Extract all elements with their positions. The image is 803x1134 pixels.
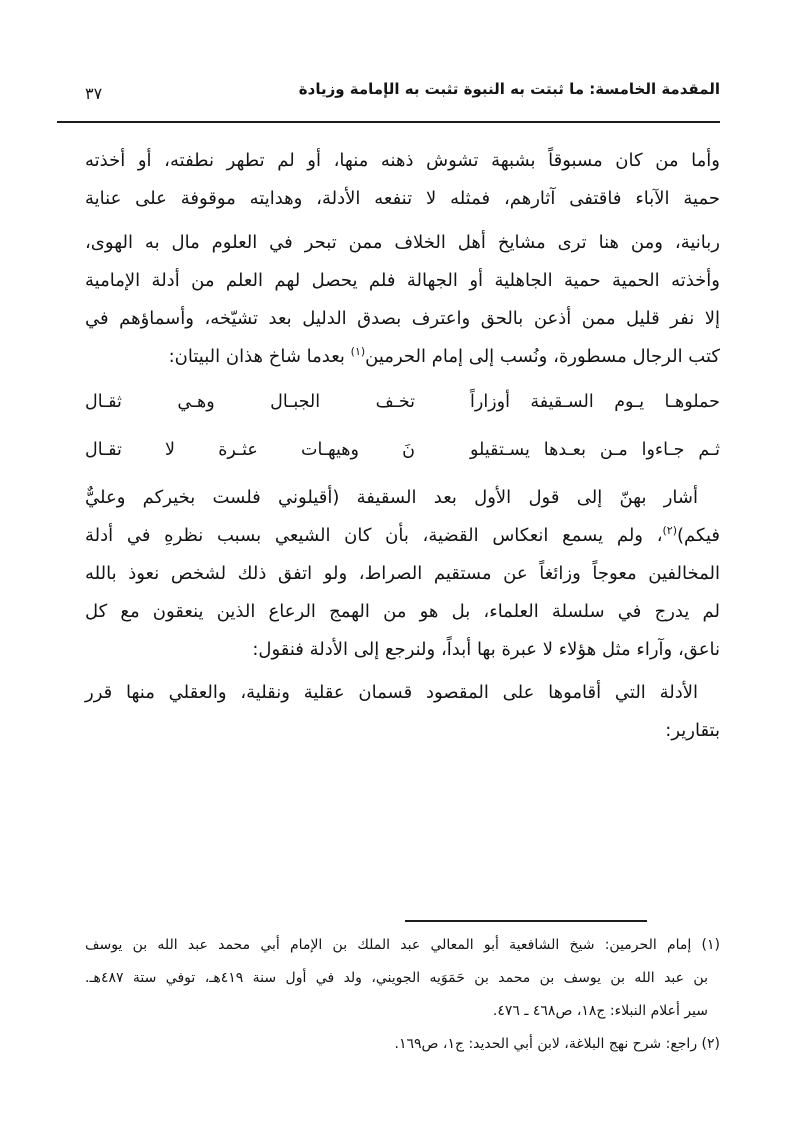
- p2-line-1: أشار بهنّ إلى قول الأول بعد السقيفة (أقيلوني فلست بخيركم وعليٌّ: [85, 487, 698, 508]
- p2-line-5: ناعق، وآراء مثل هؤلاء لا عبرة بها أبداً، ولنرجع إلى الأدلة فنقول:: [252, 639, 720, 660]
- footnote-2-line-1: (٢) راجع: شرح نهج البلاغة، لابن أبي الحديد: ج١، ص١٦٩.: [394, 1036, 720, 1052]
- poetry-verse-2: [85, 426, 720, 474]
- p2-line-2-text-a: فيكم): [677, 525, 720, 546]
- verse-1-right-hemistich: حملوهـا يـوم السـقيفة أوزاراً: [470, 392, 720, 412]
- footnote-1-line-2: بن عبد الله بن يوسف بن محمد بن حَمَوَيه الجويني، ولد في أول سنة ٤١٩هـ، توفي ستة ٤٨٧هـ.: [85, 970, 708, 986]
- p2-line-2-text-b: ، ولم يسمع انعكاس القضية، بأن كان الشيعي بسبب نظرهِ في أدلة: [85, 525, 663, 546]
- footnote-ref-1: (١): [350, 345, 366, 358]
- footnotes-section: [85, 929, 720, 1061]
- body-text: [85, 142, 720, 750]
- p1-line-6-text-b: بعدما شاخ هذان البيتان:: [168, 346, 351, 367]
- p1-line-5: إلا نفر قليل ممن أذعن بالحق واعترف بصدق الدليل بعد تشيّخه، وأسماؤهم في: [85, 308, 720, 329]
- header-rule: [57, 121, 720, 123]
- verse-1-left-hemistich: تخـف الجبـال وهـي ثقـال: [85, 392, 415, 412]
- p2-line-2: [85, 517, 720, 555]
- p1-line-2: حمية الآباء فاقتفى آثارهم، فمثله لا تنفعه الأدلة، وهدايته موقوفة على عناية: [85, 188, 720, 209]
- poetry-block: [85, 378, 720, 474]
- footnote-separator-rule: [405, 920, 647, 922]
- poetry-verse-1: [85, 378, 720, 426]
- p2-line-3: المخالفين معوجاً وزائغاً عن مستقيم الصراط، ولو اتفق ذلك لشخص نعوذ بالله: [85, 563, 720, 584]
- footnote-1-line-1: (١) إمام الحرمين: شيخ الشافعية أبو المعالي عبد الملك بن الإمام أبي محمد عبد الله بن يوسف: [85, 937, 720, 953]
- footnote-1-line-3: سير أعلام النبلاء: ج١٨، ص٤٦٨ ـ ٤٧٦.: [492, 1003, 708, 1019]
- p2-line-4: لم يدرج في سلسلة العلماء، بل هو من الهمج الرعاع الذين ينعقون مع كل: [85, 601, 720, 622]
- p1-line-3: ربانية، ومن هنا ترى مشايخ أهل الخلاف ممن تبحر في العلوم مال به الهوى،: [85, 232, 720, 253]
- p1-line-1: وأما من كان مسبوقاً بشبهة تشوش ذهنه منها، أو لم تطهر نطفته، أو أخذته: [85, 150, 720, 171]
- p3-line-2: بتقارير:: [665, 720, 720, 741]
- chapter-header-title: المقدمة الخامسة: ما ثبتت به النبوة تثبت به الإمامة وزيادة: [298, 80, 720, 98]
- footnote-ref-2: (٢): [662, 524, 678, 537]
- verse-2-left-hemistich: نَ وهيهـات عثـرة لا تقـال: [85, 440, 415, 460]
- verse-2-right-hemistich: ثـم جـاءوا مـن بعـدها يسـتقيلو: [470, 440, 720, 460]
- page-number: ٣٧: [85, 84, 103, 103]
- p3-line-1: الأدلة التي أقاموها على المقصود قسمان عقلية ونقلية، والعقلي منها قرر: [85, 682, 698, 703]
- p1-line-4: وأخذته الحمية حمية الجاهلية أو الجهالة فلم يحصل لهم العلم من أدلة الإمامية: [85, 270, 720, 291]
- p1-line-6-text-a: كتب الرجال مسطورة، ونُسب إلى إمام الحرمين: [365, 346, 720, 367]
- p1-line-6: [85, 338, 720, 376]
